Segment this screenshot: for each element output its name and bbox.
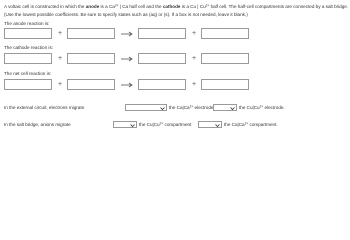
electron-migration-middle: the $Ca|Ca^{2+}$ electrode: [169, 104, 214, 110]
anion-direction-select-2[interactable]: [198, 121, 222, 128]
cathode-product-2-input[interactable]: [201, 53, 249, 64]
plus-sign: +: [192, 81, 197, 88]
electron-migration-end: the $Cu|Cu^{2+}$ electrode.: [239, 104, 285, 110]
anion-migration-middle: the $Cu|Cu^{2+}$ compartment: [139, 121, 192, 127]
plus-sign: +: [58, 81, 63, 88]
cathode-product-1-input[interactable]: [138, 53, 186, 64]
chevron-down-icon: [230, 106, 235, 111]
anion-migration-prefix: In the salt bridge, anions migrate: [4, 122, 71, 127]
net-reactant-1-input[interactable]: [4, 79, 52, 90]
anode-label: The anode reaction is:: [4, 21, 50, 26]
anode-reactant-2-input[interactable]: [67, 28, 115, 39]
chevron-down-icon: [130, 123, 135, 128]
plus-sign: +: [58, 30, 63, 37]
chevron-down-icon: [160, 106, 165, 111]
plus-sign: +: [58, 55, 63, 62]
net-product-1-input[interactable]: [138, 79, 186, 90]
reaction-arrow-icon: [121, 30, 133, 38]
reaction-arrow-icon: [121, 55, 133, 63]
electron-migration-prefix: In the external circuit, electrons migrate: [4, 105, 85, 110]
anode-reactant-1-input[interactable]: [4, 28, 52, 39]
anion-direction-select-1[interactable]: [113, 121, 137, 128]
anode-product-2-input[interactable]: [201, 28, 249, 39]
anion-migration-end: the $Ca|Ca^{2+}$ compartment.: [224, 121, 278, 127]
plus-sign: +: [192, 55, 197, 62]
cathode-reactant-2-input[interactable]: [67, 53, 115, 64]
chevron-down-icon: [215, 123, 220, 128]
problem-statement: A voltaic cell is constructed in which the anode is a $Ca^{2+}$ | Ca half cell and the cathode is a Cu | $Cu^{2+}$ half cell. The half-cell compartments are connected by a salt bridge.: [4, 3, 349, 9]
reaction-arrow-icon: [121, 81, 133, 89]
cathode-label: The cathode reaction is:: [4, 45, 54, 50]
electron-direction-select-2[interactable]: [213, 104, 237, 111]
net-label: The net cell reaction is:: [4, 71, 52, 76]
net-product-2-input[interactable]: [201, 79, 249, 90]
plus-sign: +: [192, 30, 197, 37]
anode-product-1-input[interactable]: [138, 28, 186, 39]
electron-direction-select-1[interactable]: [125, 104, 167, 111]
cathode-reactant-1-input[interactable]: [4, 53, 52, 64]
net-reactant-2-input[interactable]: [67, 79, 115, 90]
instructions: (Use the lowest possible coefficients. Be sure to specify states such as (aq) or (s). If a box is not needed, leave it blank.): [4, 12, 248, 17]
